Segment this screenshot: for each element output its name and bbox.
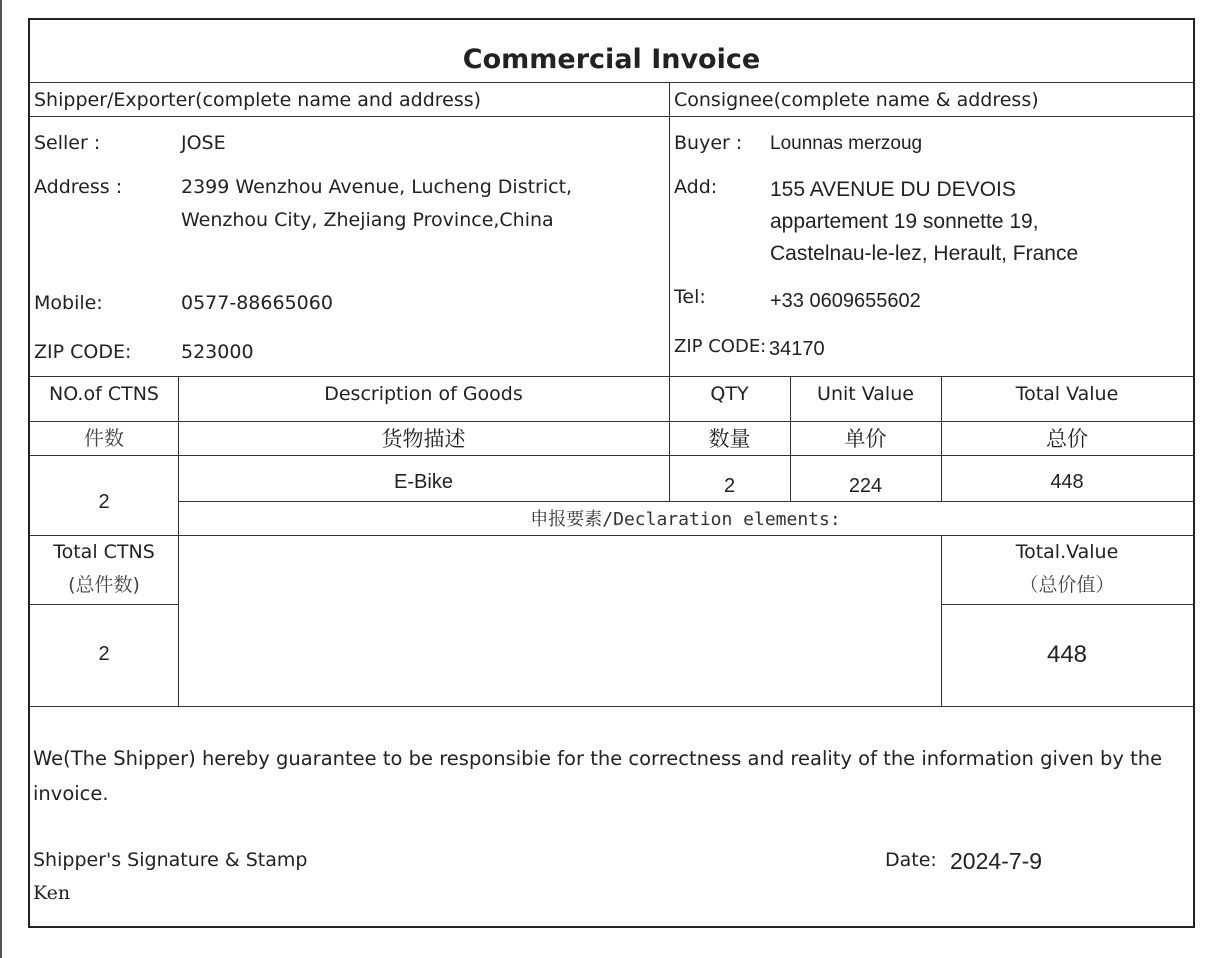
total-ctns-label: Total CTNS xyxy=(53,541,155,563)
col-header-unit-value-cn: 单价 xyxy=(844,427,887,451)
divider xyxy=(30,535,1193,536)
row-total-value: 448 xyxy=(1050,471,1084,493)
address-line-1: 2399 Wenzhou Avenue, Lucheng District, xyxy=(181,176,573,198)
shipper-zip-value: 523000 xyxy=(181,341,254,363)
col-header-qty: QTY xyxy=(710,383,749,405)
shipper-zip-label: ZIP CODE: xyxy=(34,341,132,363)
signature-label: Shipper's Signature & Stamp xyxy=(33,849,308,871)
divider xyxy=(30,116,1193,117)
col-header-description-cn: 货物描述 xyxy=(381,427,466,451)
mobile-value: 0577-88665060 xyxy=(181,292,333,314)
divider xyxy=(941,604,1193,605)
col-header-ctns: NO.of CTNS xyxy=(49,383,159,405)
divider xyxy=(30,604,178,605)
guarantee-line-2: invoice. xyxy=(33,782,109,805)
address-label: Address : xyxy=(34,176,123,198)
buyer-name: Lounnas merzoug xyxy=(770,133,923,154)
seller-name: JOSE xyxy=(181,132,226,154)
total-ctns-value: 2 xyxy=(98,643,110,665)
page-edge xyxy=(0,0,2,958)
add-line-2: appartement 19 sonnette 19, xyxy=(770,210,1039,233)
row-description: E-Bike xyxy=(394,471,453,493)
total-value-label-cn: （总价值） xyxy=(1019,574,1115,596)
add-label: Add: xyxy=(674,176,718,198)
consignee-header: Consignee(complete name & address) xyxy=(674,89,1039,111)
seller-label: Seller : xyxy=(34,132,101,154)
add-line-1: 155 AVENUE DU DEVOIS xyxy=(770,178,1016,201)
total-value-label: Total.Value xyxy=(1015,541,1119,563)
col-header-total-value: Total Value xyxy=(1015,383,1119,405)
divider xyxy=(30,421,1193,422)
divider xyxy=(30,376,1193,377)
col-header-description: Description of Goods xyxy=(324,383,523,405)
declaration-elements: 申报要素/Declaration elements: xyxy=(530,509,841,530)
col-header-unit-value: Unit Value xyxy=(817,383,914,405)
address-line-2: Wenzhou City, Zhejiang Province,China xyxy=(181,209,554,231)
col-header-qty-cn: 数量 xyxy=(708,427,751,451)
row-ctns: 2 xyxy=(98,491,110,513)
consignee-zip-label: ZIP CODE: xyxy=(674,336,767,357)
shipper-header: Shipper/Exporter(complete name and address) xyxy=(34,89,482,111)
col-header-ctns-cn: 件数 xyxy=(84,426,124,450)
divider xyxy=(178,501,1193,502)
divider xyxy=(30,706,1193,707)
guarantee-line-1: We(The Shipper) hereby guarantee to be responsibie for the correctness and reality of the information given by the xyxy=(33,747,1163,770)
date-label: Date: xyxy=(885,849,937,871)
add-line-3: Castelnau-le-lez, Herault, France xyxy=(770,242,1079,265)
signature-name: Ken xyxy=(33,882,71,904)
mobile-label: Mobile: xyxy=(34,292,103,314)
buyer-label: Buyer : xyxy=(674,132,743,154)
row-unit-value: 224 xyxy=(848,475,883,497)
divider xyxy=(30,82,1193,83)
tel-label: Tel: xyxy=(674,286,706,308)
divider xyxy=(30,455,1193,456)
date-value: 2024-7-9 xyxy=(950,848,1043,874)
col-header-total-value-cn: 总价 xyxy=(1046,427,1088,451)
tel-value: +33 0609655602 xyxy=(770,290,921,312)
consignee-zip-value: 34170 xyxy=(769,338,825,360)
total-value-amount: 448 xyxy=(1046,641,1088,668)
total-ctns-label-cn: (总件数) xyxy=(68,574,140,596)
row-qty: 2 xyxy=(723,475,736,497)
page-title: Commercial Invoice xyxy=(462,44,761,75)
invoice-frame xyxy=(28,18,1195,928)
